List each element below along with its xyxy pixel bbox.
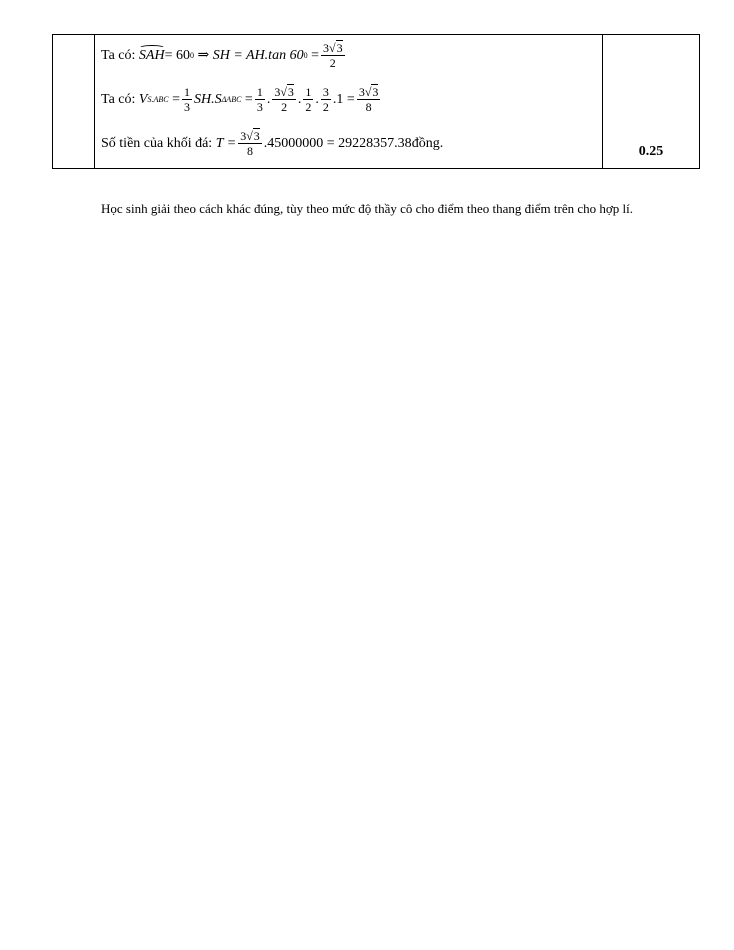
line-prefix: Số tiền của khối đá:	[101, 135, 213, 151]
numerator: 1	[305, 85, 312, 99]
equals-sign: =	[172, 91, 180, 107]
solution-line-2	[101, 85, 382, 114]
denominator: 3	[183, 100, 190, 114]
radicand: 3	[372, 85, 379, 99]
numerator: 1	[256, 85, 263, 99]
denominator: 8	[246, 144, 253, 158]
solution-line-3	[101, 129, 443, 158]
sh-expression: SH = AH.tan 60	[212, 47, 304, 63]
radicand: 3	[253, 129, 260, 143]
fraction-3-2	[321, 85, 331, 114]
score-cell	[602, 35, 699, 168]
sh-s-term: SH.S	[193, 91, 222, 107]
denominator: 2	[322, 100, 329, 114]
fraction-3sqrt3-over-2: $\frac{3√3}{2}$	[322, 41, 343, 70]
denominator: 8	[365, 100, 372, 114]
volume-subscript: S.ABC	[147, 95, 169, 104]
cost-symbol: T =	[215, 135, 237, 151]
cost-calculation: .45000000 = 29228357.38	[263, 135, 412, 151]
dot: .	[266, 91, 271, 107]
equals-sign: =	[311, 47, 319, 63]
denominator: 2	[281, 100, 288, 114]
radicand: 3	[336, 41, 343, 55]
currency-unit: đồng.	[411, 135, 444, 151]
fraction-3sqrt3-over-2: $\frac{3√3}{2}$	[274, 85, 294, 114]
fraction-3sqrt3-over-8: $\frac{3√3}{8}$	[358, 85, 379, 114]
coef: 3	[274, 85, 281, 99]
area-subscript: ΔABC	[221, 95, 242, 104]
angle-sah: SAH	[138, 47, 165, 63]
denominator: 2	[329, 56, 336, 70]
numerator: 3	[322, 85, 329, 99]
fraction-1-3	[182, 85, 192, 114]
line-prefix: Ta có:	[101, 47, 136, 63]
fraction-1-2	[303, 85, 313, 114]
degree-mark: 0	[303, 51, 308, 60]
implies-symbol: ⇒	[197, 48, 210, 63]
volume-symbol: V	[138, 91, 148, 107]
fraction-3sqrt3-over-8: $\frac{3√3}{8}$	[240, 129, 260, 158]
dot: .	[297, 91, 302, 107]
denominator: 2	[305, 100, 312, 114]
times-one-equals: .1 =	[332, 91, 355, 107]
line-prefix: Ta có:	[101, 91, 136, 107]
dot: .	[315, 91, 319, 107]
degree-mark: 0	[189, 51, 194, 60]
denominator: 3	[256, 100, 263, 114]
solution-line-1	[101, 41, 347, 70]
numerator: 1	[183, 85, 190, 99]
coef: 3	[240, 129, 247, 143]
coef: 3	[358, 85, 365, 99]
coef: 3	[322, 41, 329, 55]
grading-table	[52, 34, 700, 169]
grading-note: Học sinh giải theo cách khác đúng, tùy theo mức độ thầy cô cho điểm theo thang điểm trên cho hợp lí.	[101, 201, 633, 216]
equals-60: = 60	[164, 47, 190, 63]
equals-sign: =	[244, 91, 253, 107]
index-cell	[53, 35, 95, 168]
fraction-1-3	[255, 85, 265, 114]
score-value: 0.25	[638, 144, 664, 159]
radicand: 3	[287, 85, 294, 99]
